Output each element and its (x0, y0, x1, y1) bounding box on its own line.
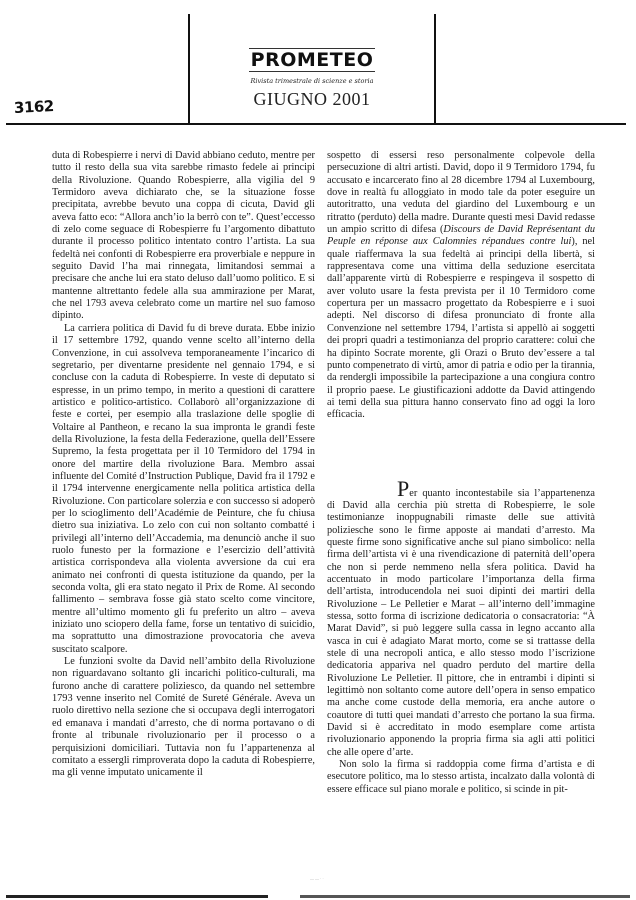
right-column (327, 150, 595, 796)
book-title: Discours de David Représentant du Peuple en réponse aux Calomnies répandues contre lui (327, 224, 595, 248)
paragraph-text: ), nel quale riaffermava la sua fedeltà ai principi della libertà, si rappresentava come una vittima della seduzione esercitata dall’apparente virtù di Robespierre e respingeva il sospetto di aver voluto usare la festa prevista per il 10 Termidoro come copertura per un massacro progettato da Robespierre e i suoi adepti. Nel discorso di difesa pronunciato di fronte alla Convenzione nel settembre 1794, l’artista si appellò ai soggetti dei propri quadri a testimonianza del proprio carattere: colui che ha dipinto Socrate morente, gli Orazi o Bruto dev’essere a tal punto compenetrato di virtù, amor di patria e odio per la tirannia, da rendergli impossibile la partecipazione a una congiura contro il proprio paese. Le giustificazioni addotte da David attingendo ai temi della sua pittura hanno conservato fino ad oggi la loro efficacia. (327, 236, 595, 421)
paragraph: duta di Robespierre i nervi di David abbiano ceduto, mentre per tutto il resto della sua vita sarebbe rimasto fedele ai principi della Rivoluzione. Quando Robespierre, alla vigilia del 9 Termidoro aveva dichiarato che, se la situazione fosse precipitata, avrebbe bevuto una coppa di cicuta, David gli aveva fatto eco: “Allora anch’io la berrò con te”. Quest’eccesso di zelo come seguace di Robespierre fu l’argomento dibattuto durante il processo politico intentato contro l’artista. La sua fedeltà nei confonti di Robespierre era proverbiale e neppure in seguito David l’ha mai rinnegata, limitandosi semmai a precisare che anche lui era stato deluso dall’uomo politico. E si mantenne altrettanto fedele alla sua ammirazione per Marat, che nel 1793 aveva celebrato come un martire nel suo famoso dipinto. (52, 150, 315, 322)
paragraph: Non solo la firma si raddoppia come firma d’artista e di esecutore politico, ma lo stesso artista, incalzato dalla volontà di essere efficace sul piano morale e politico, si scinde in pit- (327, 759, 595, 795)
section-break (327, 422, 595, 483)
paragraph: La carriera politica di David fu di breve durata. Ebbe inizio il 17 settembre 1792, quando venne scelto all’interno della Convenzione, in cui assolveva temporaneamente l’incarico di segretario, per diventarne presidente nel gennaio 1794, e si concluse con la caduta di Robespierre. In veste di deputato si espresse, in un primo tempo, in merito a questioni di carattere artistico e politico-artistico. Collaborò all’organizzazione di feste e cortei, per esempio alla traslazione delle spoglie di Voltaire al Pantheon, e recano la sua impronta le grandi feste della Rivoluzione, la festa della Federazione, quella dell’Essere Supremo, la festa progettata per il 10 Termidoro del 1794 in onore del martire della rivoluzione Bara. Membro assai influente del Comité d’Instruction Publique, David fra il 1792 e il 1794 intervenne energicamente nella politica artistica della Rivoluzione. Con particolare solerzia e con successo si adoperò per lo scioglimento dell’Académie de Peinture, che fu chiusa dietro sua iniziativa. Lo zelo con cui non soltanto combatté i privilegi all’interno dell’Accademia, ma denunciò anche il suo ruolo funesto per la formazione e l’esercizio dell’attività artistica corrispondeva alla violenta avversione da cui era animato nei confronti di questa istituzione da quando, per la seconda volta, gli era stato negato il Prix de Rome. Al secondo fallimento – sembrava fosse già stato scelto come vincitore, mentre all’ultimo momento gli fu preferito un altro – aveva iniziato uno sciopero della fame, forse un tentativo di suicidio, ma soprattutto una dimostrazione provocatoria che aveva suscitato scalpore. (52, 322, 315, 655)
left-column (52, 150, 315, 780)
header-divider-right (434, 14, 436, 124)
paragraph (327, 150, 595, 422)
paragraph (327, 475, 595, 760)
footer-marks: — — · · (310, 876, 324, 881)
header-rule (6, 123, 626, 125)
page-header (0, 0, 636, 126)
masthead (190, 48, 434, 110)
paragraph: Le funzioni svolte da David nell’ambito della Rivoluzione non riguardavano soltanto gli incarichi politico-culturali, ma furono anche di carattere poliziesco, da quando nel settembre 1793 venne inserito nel Comité de Sureté Générale. Aveva un ruolo direttivo nella sezione che si occupava degli interrogatori ed emanava i mandati d’arresto, che di norma portavano o di fronte al tribunale rivoluzionario per il processo o a perquisizioni domiciliari. Tuttavia non fu l’appartenenza al comitato a essergli rimproverata dopo la caduta di Robespierre, ma gli venne imputato unicamente il (52, 656, 315, 779)
journal-subtitle: Rivista trimestrale di scienze e storia (250, 77, 374, 85)
paragraph-text: sospetto di essersi reso personalmente colpevole della persecuzione di altri artisti. David, dopo il 9 Termidoro 1794, fu accusato e incarcerato fino al 28 dicembre 1794 al Luxembourg, dove in realtà fu alloggiato in modo tale da poter eseguire un autoritratto, una veduta del giardino del Luxembourg e un ritratto (perduto) della madre. Durante questi mesi David redasse un ampio scritto di difesa ( (327, 150, 595, 236)
drop-cap: P (397, 475, 410, 501)
footer-rule-right (300, 895, 630, 898)
catalog-number: 3162 (13, 96, 55, 118)
footer-rule-left (6, 895, 268, 898)
journal-logo: PROMETEO (250, 49, 374, 71)
issue-date: GIUGNO 2001 (253, 89, 371, 109)
paragraph-text: er quanto incontestabile sia l’appartenenza di David alla cerchia più stretta di Robespierre, le sole testimonianze inoppugnabili rimaste delle sue attività poliziesche sono le firme apposte ai mandati d’arresto. Ma queste firme sono significative anche sul piano simbolico: nella firma dell’artista vi è una rivendicazione di paternità dell’opera che non si perde nemmeno nella sfera politica. David ha accentuato in modo particolare l’importanza della firma dell’artista, introducendola nei suoi dipinti dei martiri della Rivoluzione – Le Pelletier e Marat – all’interno dell’immagine stessa, sotto forma di iscrizione dedicatoria o consacratoria: “À Marat David”, si può leggere sulla cassa in legno accanto alla vasca in cui è adagiato Marat morto, come se si trattasse della stele di una necropoli antica, e allo stesso modo l’iscrizione dedicatoria appariva nel quadro perduto del martire della Rivoluzione Le Pelletier. Il pittore, che in entrambi i dipinti si legittimò non soltanto come autore dell’opera in senso empatico ma anche come custode della memoria, era anche autore o coautore di tutti quei mandati d’arresto che portano la sua firma. David si è accreditato in modo esemplare come artista rivoluzionario apponendo la propria firma sia agli atti politici che alle opere d’arte. (327, 487, 595, 758)
